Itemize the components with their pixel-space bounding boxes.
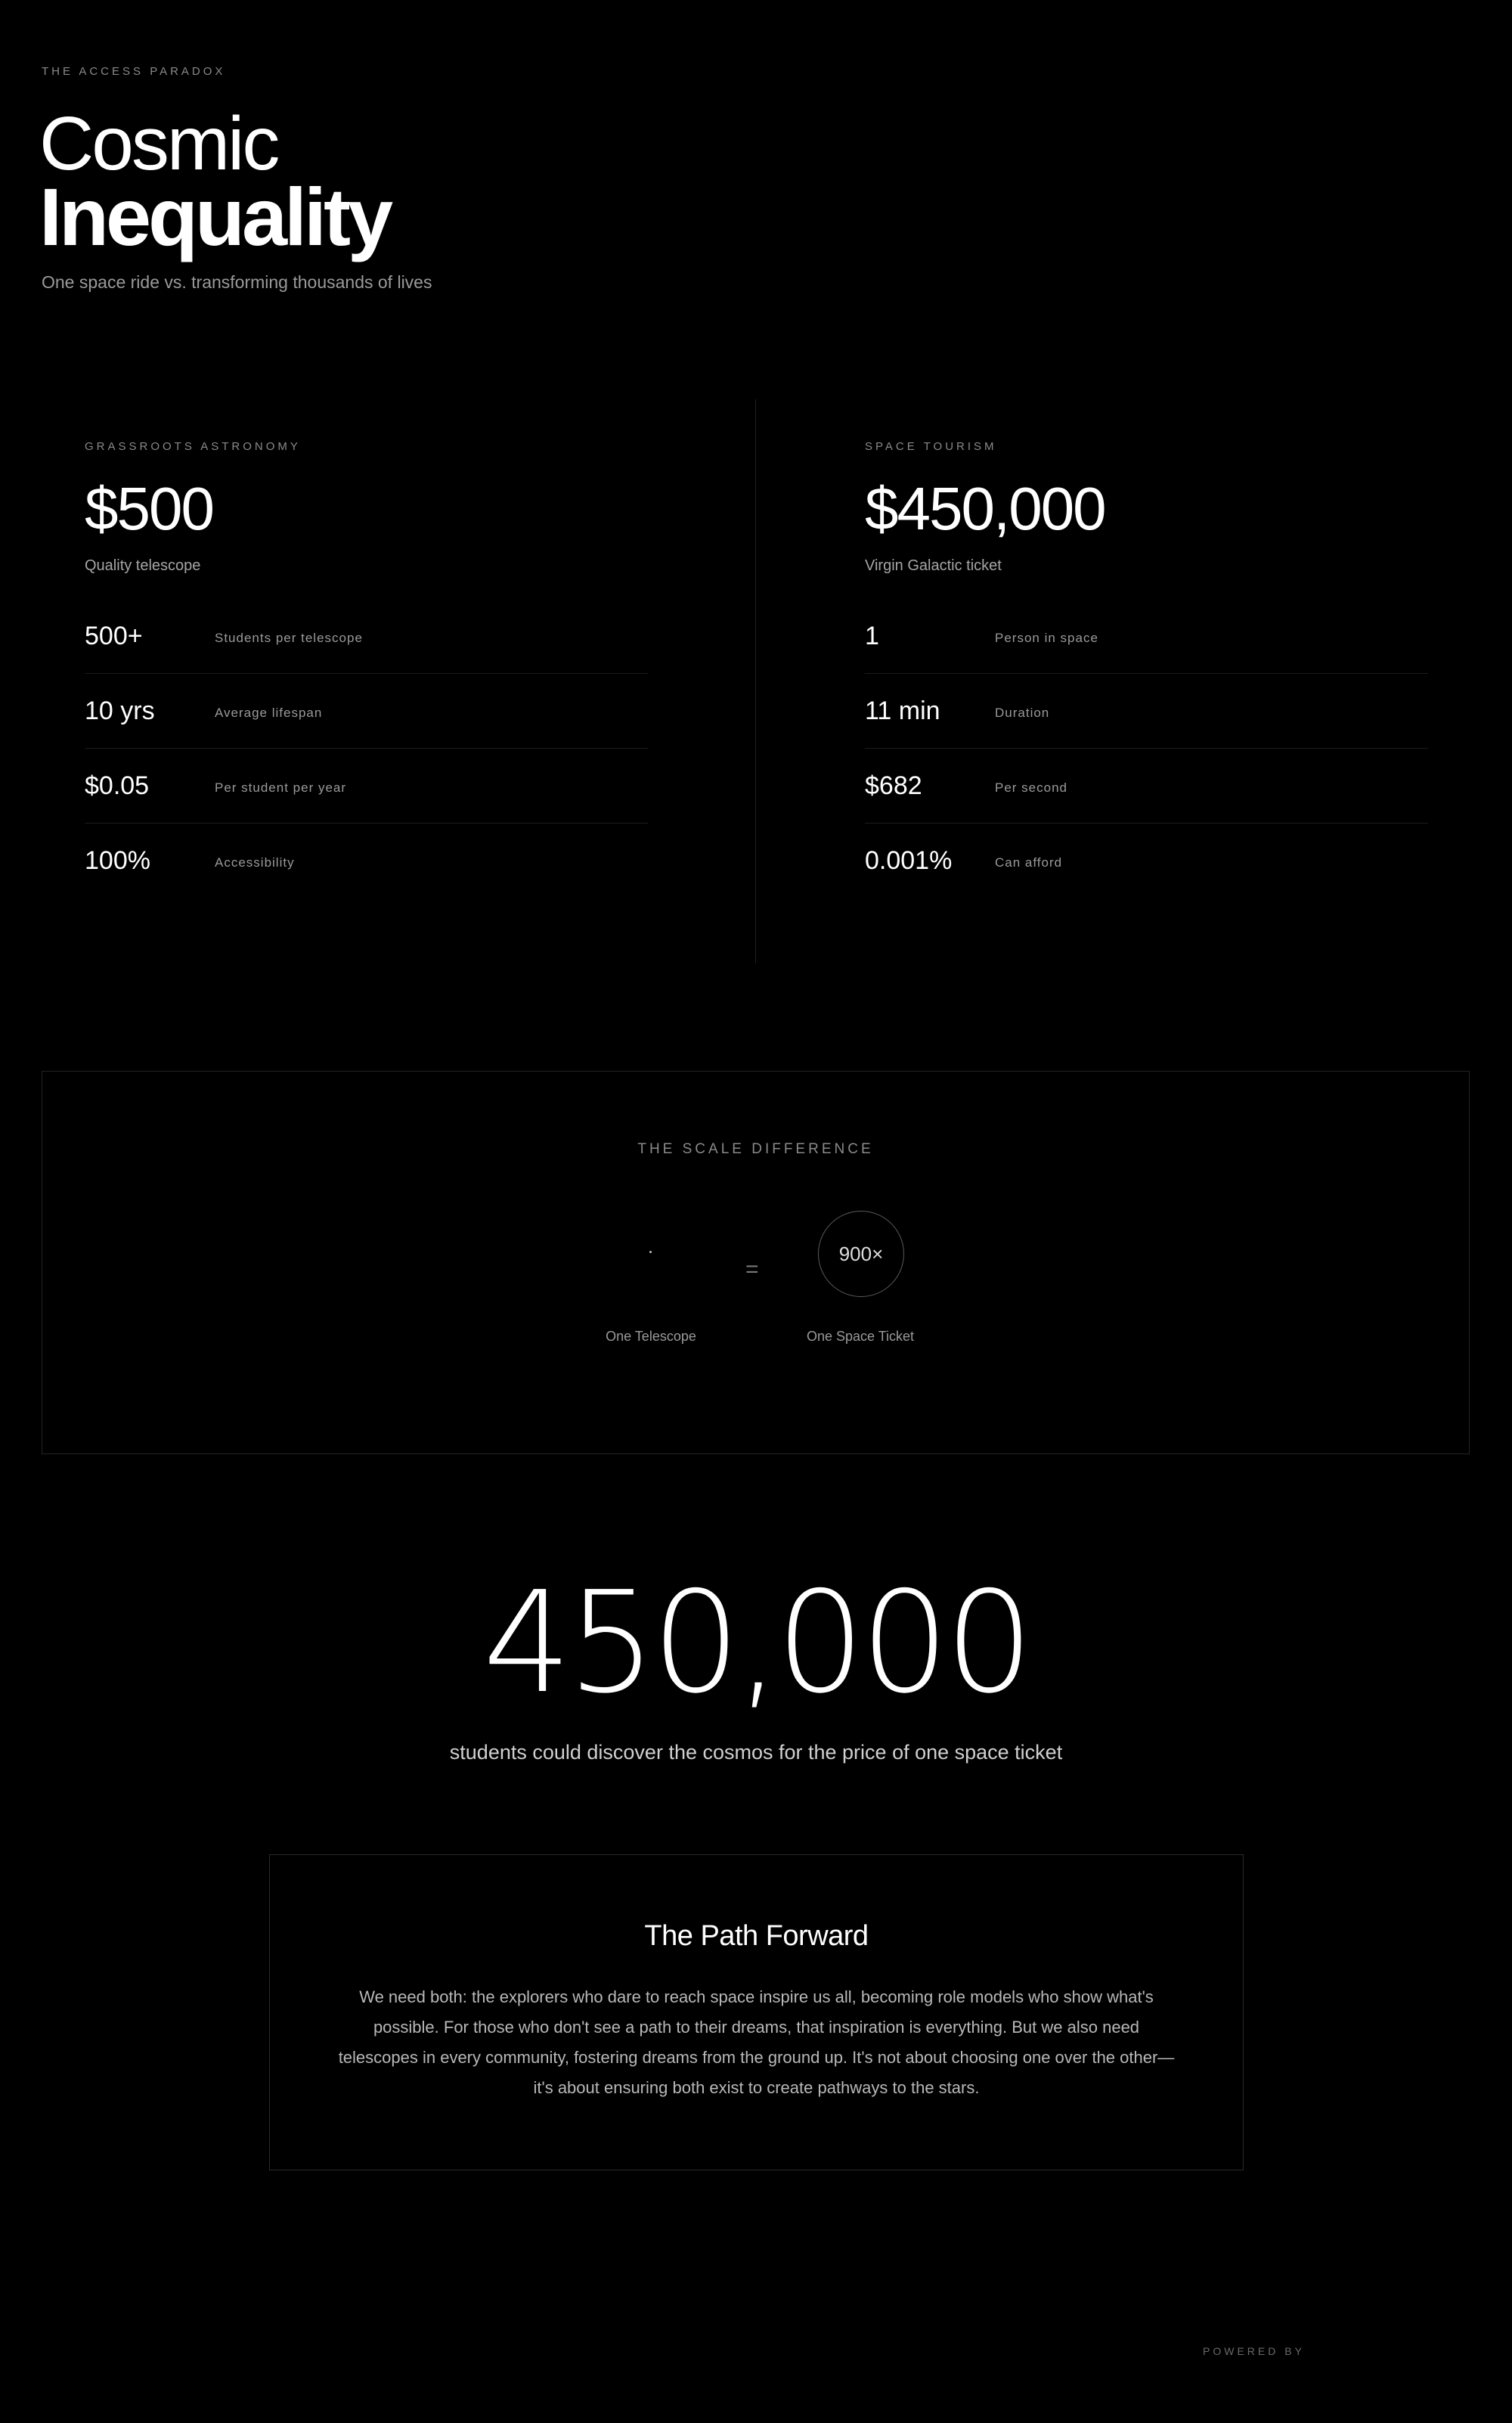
comparison-divider (755, 399, 756, 963)
tourism-stats (865, 599, 1428, 898)
tourism-panel (865, 440, 1428, 898)
powered-by-label: POWERED BY (1203, 2345, 1305, 2357)
impact-number: 450,000 (482, 1561, 1030, 1724)
tourism-eyebrow: SPACE TOURISM (865, 440, 997, 453)
stat-value: $682 (865, 771, 922, 800)
stat-value: 100% (85, 845, 150, 875)
telescope-caption: One Telescope (606, 1329, 696, 1344)
stat-value: $0.05 (85, 771, 150, 800)
telescope-dot (649, 1251, 652, 1253)
page-title-light: Cosmic (39, 101, 278, 186)
page-subtitle: One space ride vs. transforming thousands of lives (42, 272, 432, 292)
stat-row (865, 824, 1428, 898)
stat-row (85, 674, 648, 749)
ticket-circle (818, 1211, 904, 1297)
stat-row (865, 674, 1428, 749)
stat-label: Average lifespan (215, 706, 323, 720)
equals-sign: = (745, 1257, 759, 1282)
path-title: The Path Forward (644, 1920, 869, 1952)
stat-value: 0.001% (865, 845, 953, 875)
stat-row (85, 749, 648, 824)
tourism-price-label: Virgin Galactic ticket (865, 557, 1002, 574)
grassroots-price: $500 (85, 475, 213, 542)
path-body: We need both: the explorers who dare to reach space inspire us all, becoming role models who show what's possible. For those who don't see a path to their dreams, that inspiration is everything. But we also need telescopes in every community, fostering dreams from the ground up. It's not about choosing one over the other—it's about ensuring both exist to create pathways to the stars. (338, 1987, 1175, 2097)
eyebrow-label: THE ACCESS PARADOX (42, 65, 226, 78)
stat-label: Accessibility (215, 855, 295, 870)
stat-value: 10 yrs (85, 696, 155, 725)
stat-value: 11 min (865, 696, 940, 725)
stat-label: Person in space (995, 631, 1098, 645)
stat-label: Duration (995, 706, 1050, 720)
stat-row (85, 824, 648, 898)
tourism-price: $450,000 (865, 475, 1105, 542)
stat-row (865, 599, 1428, 674)
stat-label: Per student per year (215, 780, 347, 795)
scale-title: THE SCALE DIFFERENCE (637, 1141, 874, 1157)
stat-row (865, 749, 1428, 824)
path-forward-card (269, 1854, 1244, 2170)
grassroots-stats (85, 599, 648, 898)
ticket-caption: One Space Ticket (806, 1329, 915, 1344)
grassroots-eyebrow: GRASSROOTS ASTRONOMY (85, 440, 301, 453)
stat-row (85, 599, 648, 674)
grassroots-panel (85, 440, 648, 898)
stat-label: Students per telescope (215, 631, 363, 645)
stat-value: 500+ (85, 621, 143, 650)
scale-difference-card (42, 1071, 1470, 1454)
stat-label: Per second (995, 780, 1067, 795)
grassroots-price-label: Quality telescope (85, 557, 201, 574)
page-title-bold: Inequality (39, 171, 391, 262)
impact-caption: students could discover the cosmos for the price of one space ticket (449, 1741, 1063, 1764)
stat-value: 1 (865, 621, 879, 650)
stat-label: Can afford (995, 855, 1063, 870)
multiplier-label: 900× (838, 1242, 884, 1265)
